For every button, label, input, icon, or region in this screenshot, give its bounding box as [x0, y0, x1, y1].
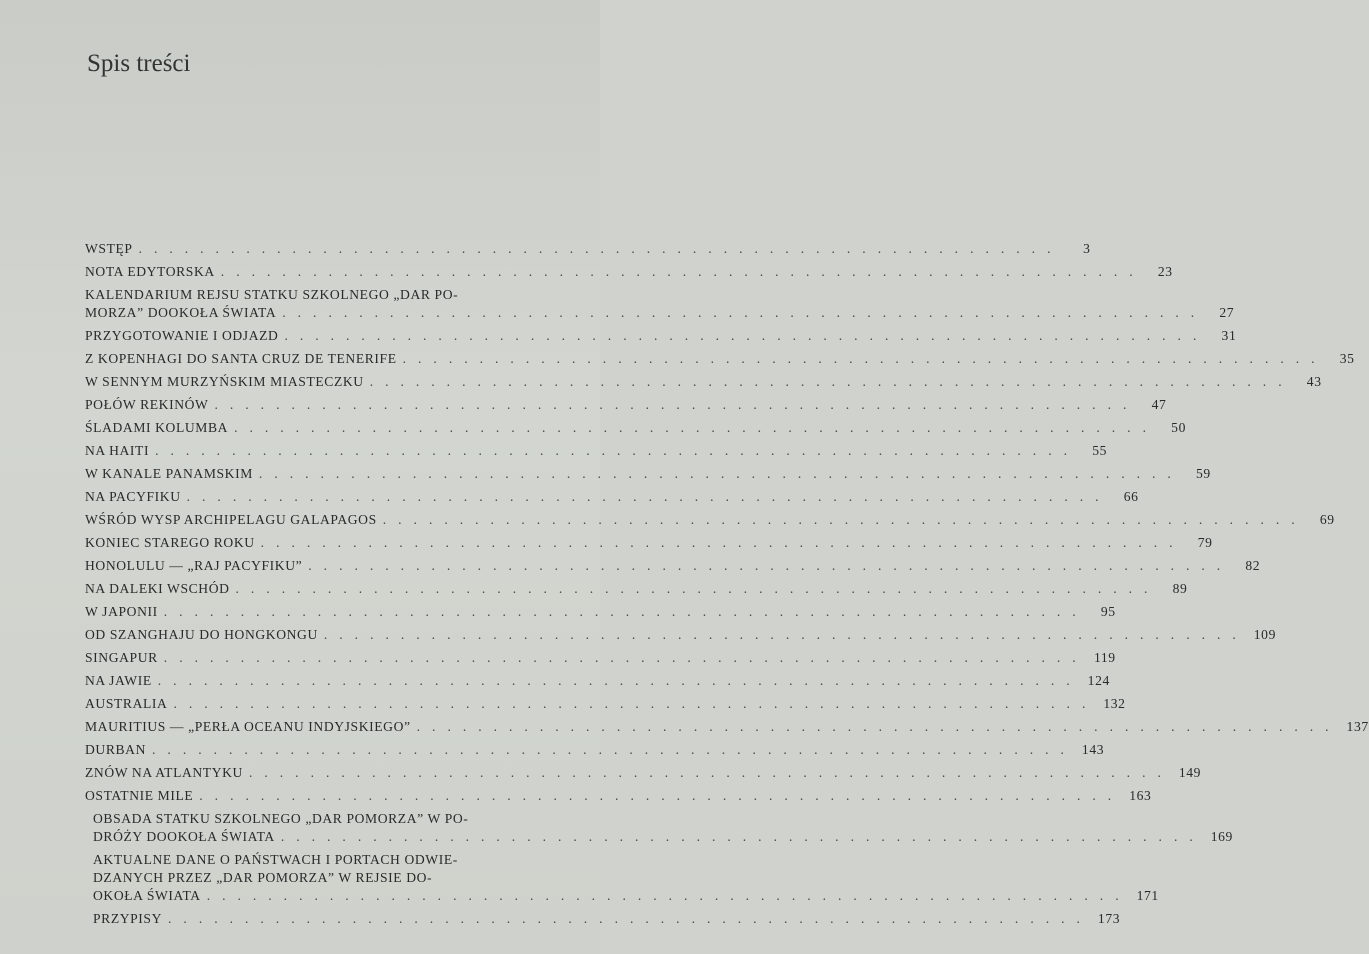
toc-entry [85, 511, 1335, 529]
toc-entry [85, 851, 1159, 905]
toc-page-number: 3 [1083, 241, 1091, 256]
toc-entry [85, 488, 1139, 506]
toc-entry [85, 580, 1188, 598]
toc-entry [85, 626, 1276, 644]
dot-leader: ............................................................ [168, 911, 1092, 926]
dot-leader: ............................................................ [163, 604, 1088, 619]
toc-entry [85, 603, 1116, 621]
toc-entry-title: NA HAITI [85, 443, 150, 458]
dot-leader: ............................................................ [152, 742, 1076, 757]
toc-entry-title: Z KOPENHAGI DO SANTA CRUZ DE TENERIFE [85, 351, 397, 366]
toc-entry-title-continuation: OKOŁA ŚWIATA [93, 888, 201, 903]
toc-page-number: 43 [1306, 374, 1322, 389]
toc-entry [85, 557, 1261, 575]
dot-leader: ............................................................ [369, 374, 1294, 389]
toc-page-number: 163 [1129, 788, 1152, 803]
toc-page-number: 59 [1196, 466, 1211, 481]
dot-leader: ............................................................ [382, 512, 1307, 527]
dot-leader: ............................................................ [416, 719, 1341, 734]
toc-entry-title: AKTUALNE DANE O PAŃSTWACH I PORTACH ODWIE- [93, 852, 458, 867]
toc-entry-title: KONIEC STAREGO ROKU [85, 535, 255, 550]
toc-entry-title: MAURITIUS — „PERŁA OCEANU INDYJSKIEGO” [85, 719, 411, 734]
toc-page-number: 35 [1339, 351, 1355, 366]
toc-page-number: 27 [1219, 305, 1235, 320]
dot-leader: ............................................................ [157, 673, 1082, 688]
dot-leader: ............................................................ [284, 328, 1209, 343]
dot-leader: ............................................................ [206, 888, 1131, 903]
toc-page-number: 132 [1103, 696, 1126, 711]
toc-entry [85, 764, 1202, 782]
toc-entry [85, 787, 1152, 805]
toc-entry [85, 327, 1237, 345]
toc-entry-title: W SENNYM MURZYŃSKIM MIASTECZKU [85, 374, 364, 389]
toc-entry [85, 534, 1213, 552]
dot-leader: ............................................................ [248, 765, 1173, 780]
toc-entry-title: KALENDARIUM REJSU STATKU SZKOLNEGO „DAR PO- [85, 287, 459, 302]
toc-entry-title: OSTATNIE MILE [85, 788, 194, 803]
toc-entry-title: PRZYPISY [93, 911, 163, 926]
toc-entry-title: WSTĘP [85, 241, 133, 256]
toc-page-number: 169 [1210, 829, 1233, 844]
toc-page-number: 23 [1157, 264, 1173, 279]
toc-entry [85, 465, 1211, 483]
toc-page-number: 50 [1171, 420, 1186, 435]
toc-entry-title: PRZYGOTOWANIE I ODJAZD [85, 328, 279, 343]
dot-leader: ............................................................ [282, 305, 1207, 320]
toc-entry [85, 286, 1235, 322]
toc-entry-title: OBSADA STATKU SZKOLNEGO „DAR POMORZA” W PO- [93, 811, 469, 826]
toc-entry-title: W JAPONII [85, 604, 158, 619]
toc-entry-title: ZNÓW NA ATLANTYKU [85, 765, 243, 780]
toc-entry-title: HONOLULU — „RAJ PACYFIKU” [85, 558, 303, 573]
toc-entry [85, 649, 1116, 667]
toc-entry-title-continuation: DZANYCH PRZEZ „DAR POMORZA” W REJSIE DO- [93, 870, 433, 885]
toc-entry [85, 741, 1105, 759]
toc-entry-title: ŚLADAMI KOLUMBA [85, 420, 229, 435]
dot-leader: ............................................................ [402, 351, 1327, 366]
page-title: Spis treści [87, 50, 191, 77]
toc-entry [85, 695, 1126, 713]
dot-leader: ............................................................ [323, 627, 1248, 642]
toc-entry-title: WŚRÓD WYSP ARCHIPELAGU GALAPAGOS [85, 512, 377, 527]
dot-leader: ............................................................ [155, 443, 1079, 458]
toc-entry [85, 910, 1121, 928]
toc-page-number: 55 [1092, 443, 1107, 458]
toc-entry-title-continuation: MORZA” DOOKOŁA ŚWIATA [85, 305, 277, 320]
toc-page-number: 171 [1136, 888, 1159, 903]
toc-entry [85, 810, 1233, 846]
dot-leader: ............................................................ [173, 696, 1098, 711]
toc-entry-title: SINGAPUR [85, 650, 158, 665]
toc-entry-title: NA DALEKI WSCHÓD [85, 581, 230, 596]
toc-entry [85, 442, 1107, 460]
toc-page-number: 119 [1094, 650, 1116, 665]
toc-page-number: 31 [1221, 328, 1237, 343]
dot-leader: ............................................................ [163, 650, 1088, 665]
toc-page-number: 95 [1100, 604, 1116, 619]
dot-leader: ............................................................ [308, 558, 1233, 573]
toc-page-number: 143 [1081, 742, 1105, 757]
toc-entry-title: W KANALE PANAMSKIM [85, 466, 253, 481]
toc-entry [85, 718, 1369, 736]
toc-page-number: 124 [1087, 673, 1110, 688]
toc-entry-title-continuation: DRÓŻY DOOKOŁA ŚWIATA [93, 829, 275, 844]
dot-leader: ............................................................ [220, 264, 1145, 279]
toc-page-number: 89 [1172, 581, 1188, 596]
dot-leader: ............................................................ [234, 420, 1158, 435]
dot-leader: ............................................................ [235, 581, 1160, 596]
toc-entry [85, 373, 1322, 391]
toc-page-number: 82 [1245, 558, 1261, 573]
toc-entry-title: POŁÓW REKINÓW [85, 397, 209, 412]
toc-page-number: 137 [1346, 719, 1369, 734]
toc-entry-title: DURBAN [85, 742, 147, 757]
toc-entry [85, 419, 1186, 437]
dot-leader: ............................................................ [199, 788, 1124, 803]
dot-leader: ............................................................ [280, 829, 1205, 844]
toc-page-number: 109 [1253, 627, 1276, 642]
toc-entry-title: OD SZANGHAJU DO HONGKONGU [85, 627, 318, 642]
toc-entry [85, 240, 1091, 258]
dot-leader: ............................................................ [186, 489, 1111, 504]
dot-leader: ............................................................ [138, 241, 1063, 256]
toc-page-number: 173 [1097, 911, 1121, 926]
toc-entry-title: NA JAWIE [85, 673, 152, 688]
toc-page-number: 66 [1123, 489, 1139, 504]
dot-leader: ............................................................ [258, 466, 1183, 481]
toc-page-number: 69 [1319, 512, 1335, 527]
toc-page-number: 47 [1151, 397, 1167, 412]
toc-entry-title: AUSTRALIA [85, 696, 168, 711]
table-of-contents [85, 240, 1369, 933]
toc-page-number: 79 [1197, 535, 1213, 550]
dot-leader: ............................................................ [260, 535, 1185, 550]
toc-entry-title: NA PACYFIKU [85, 489, 181, 504]
toc-entry [85, 263, 1173, 281]
toc-entry [85, 396, 1167, 414]
toc-page-number: 149 [1178, 765, 1202, 780]
dot-leader: ............................................................ [214, 397, 1139, 412]
toc-entry [85, 350, 1355, 368]
toc-entry [85, 672, 1110, 690]
toc-entry-title: NOTA EDYTORSKA [85, 264, 215, 279]
